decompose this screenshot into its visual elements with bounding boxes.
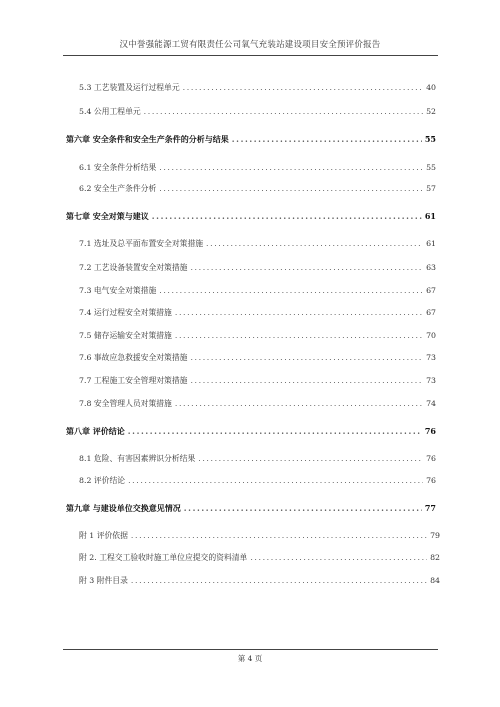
footer-divider <box>63 649 438 650</box>
toc-leader-dots <box>159 285 423 297</box>
toc-entry-page: 40 <box>426 83 436 92</box>
toc-leader-dots <box>159 183 423 195</box>
toc-entry-title: 7.3 电气安全对策措施 <box>79 286 157 295</box>
toc-entry-page: 63 <box>426 263 436 272</box>
toc-leader-dots <box>190 262 423 274</box>
toc-entry-page: 76 <box>426 454 436 463</box>
toc-leader-dots <box>250 552 427 564</box>
toc-chapter-6[interactable] <box>66 133 436 145</box>
toc-leader-dots <box>144 106 423 118</box>
toc-entry-7-1[interactable] <box>79 238 436 250</box>
toc-entry-page: 52 <box>426 107 436 116</box>
toc-leader-dots <box>175 307 423 319</box>
toc-entry-7-7[interactable] <box>79 375 436 387</box>
toc-entry-title: 6.1 安全条件分析结果 <box>79 163 157 172</box>
toc-entry-page: 84 <box>430 576 440 585</box>
toc-entry-title: 第八章 评价结论 <box>66 426 125 436</box>
toc-entry-page: 76 <box>424 426 436 436</box>
toc-leader-dots <box>175 398 423 410</box>
toc-entry-title: 7.8 安全管理人员对策措施 <box>79 399 172 408</box>
toc-chapter-9[interactable] <box>66 502 436 514</box>
toc-entry-page: 70 <box>426 331 436 340</box>
toc-entry-7-6[interactable] <box>79 352 436 364</box>
toc-appendix-1[interactable] <box>79 530 440 542</box>
toc-chapter-8[interactable] <box>66 425 436 437</box>
toc-entry-8-1[interactable] <box>79 453 436 465</box>
toc-entry-title: 7.1 选址及总平面布置安全对策措施 <box>79 239 204 248</box>
toc-entry-page: 67 <box>426 308 436 317</box>
toc-entry-title: 7.2 工艺设备装置安全对策措施 <box>79 263 188 272</box>
toc-leader-dots <box>128 425 422 437</box>
toc-chapter-7[interactable] <box>66 210 436 222</box>
toc-leader-dots <box>131 575 427 587</box>
toc-entry-title: 7.4 运行过程安全对策措施 <box>79 308 172 317</box>
toc-entry-7-2[interactable] <box>79 262 436 274</box>
toc-leader-dots <box>175 330 423 342</box>
toc-leader-dots <box>184 502 422 514</box>
toc-entry-page: 77 <box>424 503 436 513</box>
toc-leader-dots <box>232 133 422 145</box>
toc-entry-page: 76 <box>426 476 436 485</box>
toc-entry-title: 附 2. 工程交工验收时施工单位应提交的资料清单 <box>79 553 248 562</box>
toc-leader-dots <box>131 530 427 542</box>
toc-entry-5-4[interactable] <box>79 106 436 118</box>
toc-entry-page: 73 <box>426 353 436 362</box>
toc-entry-title: 5.3 工艺装置及运行过程单元 <box>79 83 180 92</box>
toc-entry-7-4[interactable] <box>79 307 436 319</box>
toc-entry-page: 61 <box>426 239 436 248</box>
toc-entry-title: 附 3 附件目录 <box>79 576 128 585</box>
toc-entry-title: 附 1 评价依据 <box>79 531 128 540</box>
toc-entry-page: 79 <box>430 531 440 540</box>
toc-entry-title: 6.2 安全生产条件分析 <box>79 184 157 193</box>
toc-appendix-2[interactable] <box>79 552 440 564</box>
toc-entry-title: 7.6 事故应急救援安全对策措施 <box>79 353 188 362</box>
toc-entry-page: 73 <box>426 376 436 385</box>
toc-entry-7-5[interactable] <box>79 330 436 342</box>
toc-entry-title: 7.5 储存运输安全对策措施 <box>79 331 172 340</box>
toc-entry-title: 第六章 安全条件和安全生产条件的分析与结果 <box>66 134 229 144</box>
toc-leader-dots <box>152 210 422 222</box>
page-number: 第 4 页 <box>237 654 263 663</box>
toc-leader-dots <box>128 475 423 487</box>
toc-entry-page: 55 <box>426 163 436 172</box>
toc-entry-page: 82 <box>430 553 440 562</box>
toc-entry-8-2[interactable] <box>79 475 436 487</box>
toc-entry-page: 57 <box>426 184 436 193</box>
toc-entry-7-8[interactable] <box>79 398 436 410</box>
toc-entry-title: 5.4 公用工程单元 <box>79 107 141 116</box>
toc-entry-7-3[interactable] <box>79 285 436 297</box>
toc-entry-page: 55 <box>424 134 436 144</box>
toc-leader-dots <box>206 238 423 250</box>
toc-leader-dots <box>190 352 423 364</box>
toc-entry-page: 67 <box>426 286 436 295</box>
toc-appendix-3[interactable] <box>79 575 440 587</box>
toc-entry-page: 74 <box>426 399 436 408</box>
running-header-title: 汉中誉强能源工贸有限责任公司氧气充装站建设项目安全预评价报告 <box>119 40 381 50</box>
toc-entry-title: 7.7 工程施工安全管理对策措施 <box>79 376 188 385</box>
toc-leader-dots <box>190 375 423 387</box>
toc-entry-title: 8.2 评价结论 <box>79 476 126 485</box>
toc-entry-6-2[interactable] <box>79 183 436 195</box>
toc-leader-dots <box>183 82 423 94</box>
toc-entry-title: 8.1 危险、有害因素辨识分析结果 <box>79 454 196 463</box>
toc-leader-dots <box>198 453 423 465</box>
toc-leader-dots <box>159 162 423 174</box>
toc-entry-page: 61 <box>424 211 436 221</box>
toc-entry-title: 第九章 与建设单位交换意见情况 <box>66 503 181 513</box>
toc-entry-5-3[interactable] <box>79 82 436 94</box>
toc-entry-title: 第七章 安全对策与建议 <box>66 211 149 221</box>
toc-entry-6-1[interactable] <box>79 162 436 174</box>
